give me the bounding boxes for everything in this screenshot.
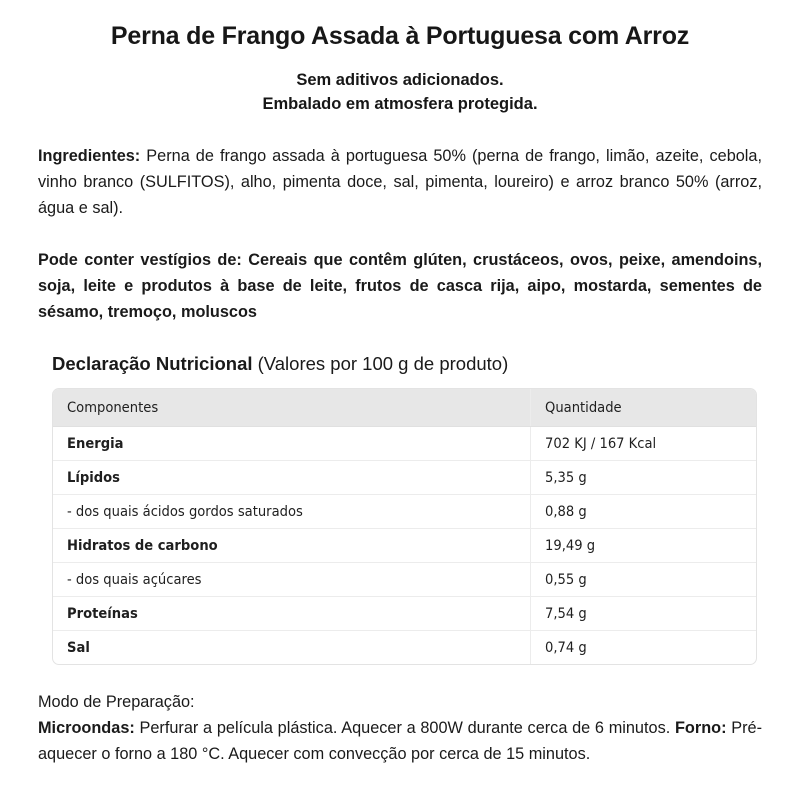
table-row — [53, 495, 756, 529]
microwave-text: Perfurar a película plástica. Aquecer a 800W durante cerca de 6 minutos. — [134, 719, 675, 738]
table-header-row — [53, 389, 756, 427]
nutrition-heading-light: (Valores por 100 g de produto) — [252, 352, 509, 374]
allergens-paragraph — [0, 247, 800, 325]
nutrition-table-head — [53, 389, 756, 427]
nutrient-value-cell: 702 KJ / 167 Kcal — [531, 427, 757, 461]
allergens-text: Cereais que contêm glúten, crustáceos, ovos, peixe, amendoins, soja, leite e produtos à base de leite, frutos de casca rija, aipo, mostarda, sementes de sésamo, tremoço, moluscos — [38, 250, 762, 321]
allergens-label: Pode conter vestígios de: — [38, 250, 242, 269]
table-row — [53, 529, 756, 563]
nutrient-name-cell: Sal — [67, 639, 90, 657]
nutrient-name-cell: - dos quais açúcares — [53, 563, 531, 597]
nutrient-name-cell: Lípidos — [53, 461, 531, 495]
page-title: Perna de Frango Assada à Portuguesa com Arroz — [110, 22, 690, 50]
table-row — [53, 631, 756, 665]
nutrient-value-cell: 0,88 g — [531, 495, 757, 529]
table-row — [53, 427, 756, 461]
column-header-quantity: Quantidade — [531, 389, 757, 427]
nutrient-value-cell: 7,54 g — [531, 597, 757, 631]
preparation-instructions — [0, 715, 800, 767]
oven-label: Forno: — [674, 719, 727, 738]
nutrient-name-cell: - dos quais ácidos gordos saturados — [53, 495, 531, 529]
nutrient-value-cell: 0,55 g — [531, 563, 757, 597]
nutrition-heading — [0, 353, 800, 375]
preparation-title: Modo de Preparação: — [38, 693, 195, 712]
subtitle-line-2: Embalado em atmosfera protegida. — [262, 94, 538, 113]
preparation-block — [0, 689, 800, 767]
nutrient-name-cell: Proteínas — [53, 597, 531, 631]
nutrient-name-cell: Hidratos de carbono — [53, 529, 531, 563]
subtitle-block — [0, 69, 800, 117]
ingredients-paragraph — [0, 143, 800, 221]
nutrition-table-body — [53, 427, 756, 665]
table-row — [53, 597, 756, 631]
subtitle-line-1: Sem aditivos adicionados. — [296, 70, 504, 89]
column-header-components: Componentes — [53, 389, 531, 427]
nutrient-name-cell: Energia — [53, 427, 531, 461]
table-row — [53, 563, 756, 597]
nutrient-value-cell: 0,74 g — [531, 631, 757, 665]
nutrient-value-cell: 5,35 g — [531, 461, 757, 495]
oven-text: Pré-aquecer o forno a 180 °C. Aquecer com convecção por cerca de 15 minutos. — [38, 719, 762, 764]
table-row — [53, 461, 756, 495]
ingredients-label: Ingredientes: — [38, 146, 141, 165]
nutrition-table — [53, 389, 756, 664]
microwave-label: Microondas: — [38, 719, 135, 738]
ingredients-text: Perna de frango assada à portuguesa 50% (perna de frango, limão, azeite, cebola, vinho branco (SULFITOS), alho, pimenta doce, sal, pimenta, loureiro) e arroz branco 50% (arroz, água e sal). — [38, 146, 763, 217]
nutrition-table-container — [52, 388, 757, 665]
nutrition-heading-strong: Declaração Nutricional — [52, 352, 253, 374]
nutrient-value-cell: 19,49 g — [531, 529, 757, 563]
